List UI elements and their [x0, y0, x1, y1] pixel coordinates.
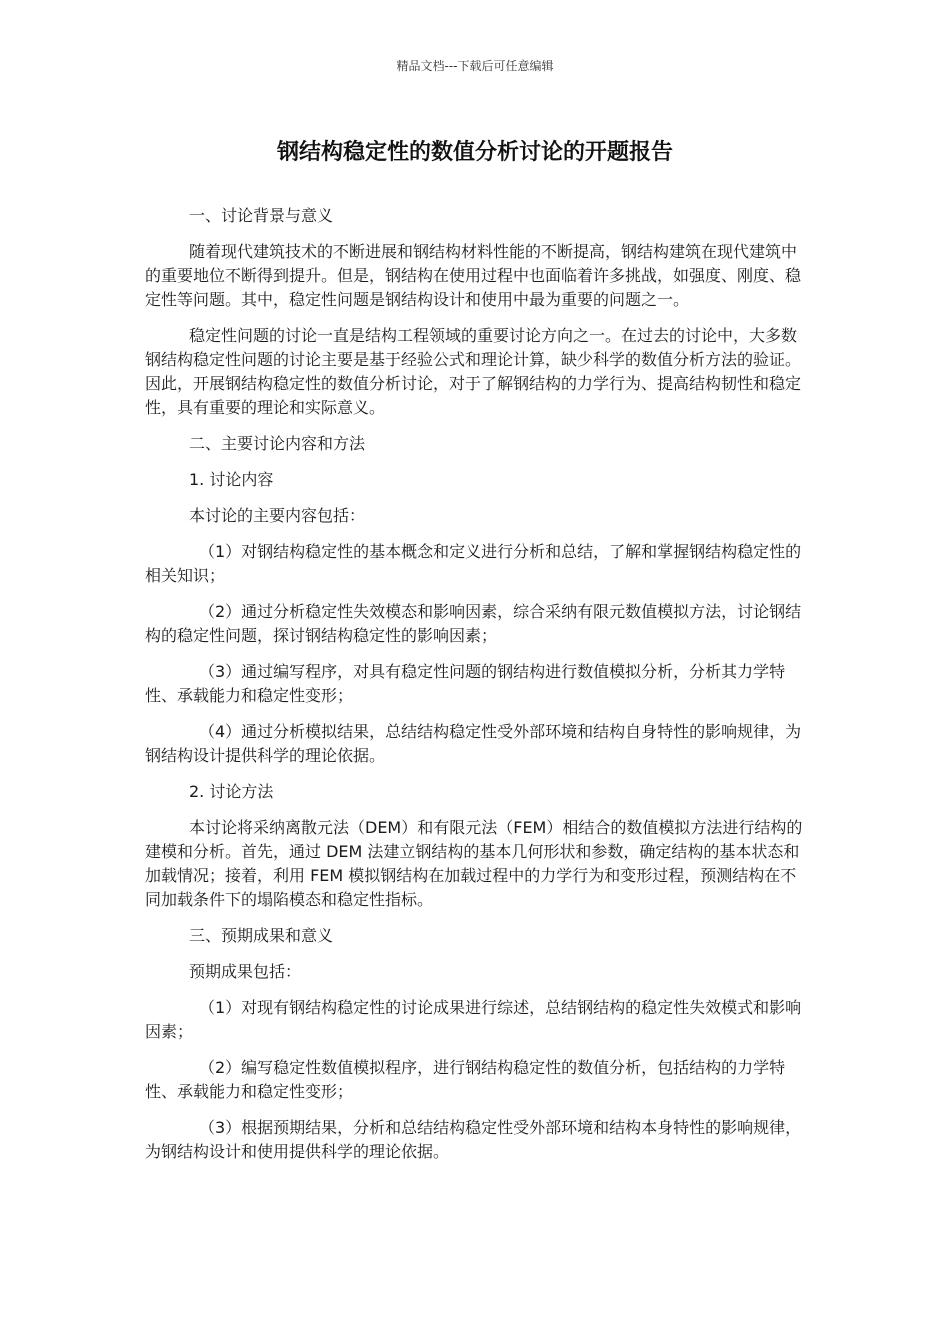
header-note: 精品文档---下载后可任意编辑 [396, 59, 554, 73]
document-title: 钢结构稳定性的数值分析讨论的开题报告 [276, 140, 673, 165]
subheading-research-method: 2. 讨论方法 [189, 782, 274, 801]
list-item: （2）编写稳定性数值模拟程序，进行钢结构稳定性的数值分析，包括结构的力学特性、承载能力和稳定性变形； [145, 1058, 786, 1101]
paragraph: 稳定性问题的讨论一直是结构工程领域的重要讨论方向之一。在过去的讨论中，大多数钢结构稳定性问题的讨论主要是基于经验公式和理论计算，缺少科学的数值分析方法的验证。因此，开展钢结构稳定性的数值分析讨论，对于了解钢结构的力学行为、提高结构韧性和稳定性，具有重要的理论和实际意义。 [145, 326, 802, 417]
list-item: （3）根据预期结果，分析和总结结构稳定性受外部环境和结构本身特性的影响规律，为钢结构设计和使用提供科学的理论依据。 [145, 1118, 802, 1161]
section-heading-background: 一、讨论背景与意义 [189, 206, 334, 225]
list-item: （4）通过分析模拟结果，总结结构稳定性受外部环境和结构自身特性的影响规律，为钢结构设计提供科学的理论依据。 [145, 722, 802, 765]
list-item: （3）通过编写程序，对具有稳定性问题的钢结构进行数值模拟分析，分析其力学特性、承载能力和稳定性变形； [145, 662, 786, 705]
paragraph: 预期成果包括： [189, 962, 302, 981]
section-heading-expected-results: 三、预期成果和意义 [189, 926, 334, 945]
list-item: （1）对钢结构稳定性的基本概念和定义进行分析和总结，了解和掌握钢结构稳定性的相关知识； [145, 542, 802, 585]
document-body [145, 204, 805, 1176]
paragraph: 本讨论的主要内容包括： [189, 506, 366, 525]
paragraph: 随着现代建筑技术的不断进展和钢结构材料性能的不断提高，钢结构建筑在现代建筑中的重要地位不断得到提升。但是，钢结构在使用过程中也面临着许多挑战，如强度、刚度、稳定性等问题。其中，稳定性问题是钢结构设计和使用中最为重要的问题之一。 [145, 242, 802, 309]
section-heading-content-methods: 二、主要讨论内容和方法 [189, 434, 366, 453]
list-item: （2）通过分析稳定性失效模态和影响因素，综合采纳有限元数值模拟方法，讨论钢结构的稳定性问题，探讨钢结构稳定性的影响因素； [145, 602, 802, 645]
list-item: （1）对现有钢结构稳定性的讨论成果进行综述，总结钢结构的稳定性失效模式和影响因素； [145, 998, 802, 1041]
subheading-research-content: 1. 讨论内容 [189, 470, 274, 489]
paragraph: 本讨论将采纳离散元法（DEM）和有限元法（FEM）相结合的数值模拟方法进行结构的建模和分析。首先，通过 DEM 法建立钢结构的基本几何形状和参数，确定结构的基本状态和加载情况；接着，利用 FEM 模拟钢结构在加载过程中的力学行为和变形过程，预测结构在不同加载条件下的塌陷模态和稳定性指标。 [145, 818, 803, 909]
